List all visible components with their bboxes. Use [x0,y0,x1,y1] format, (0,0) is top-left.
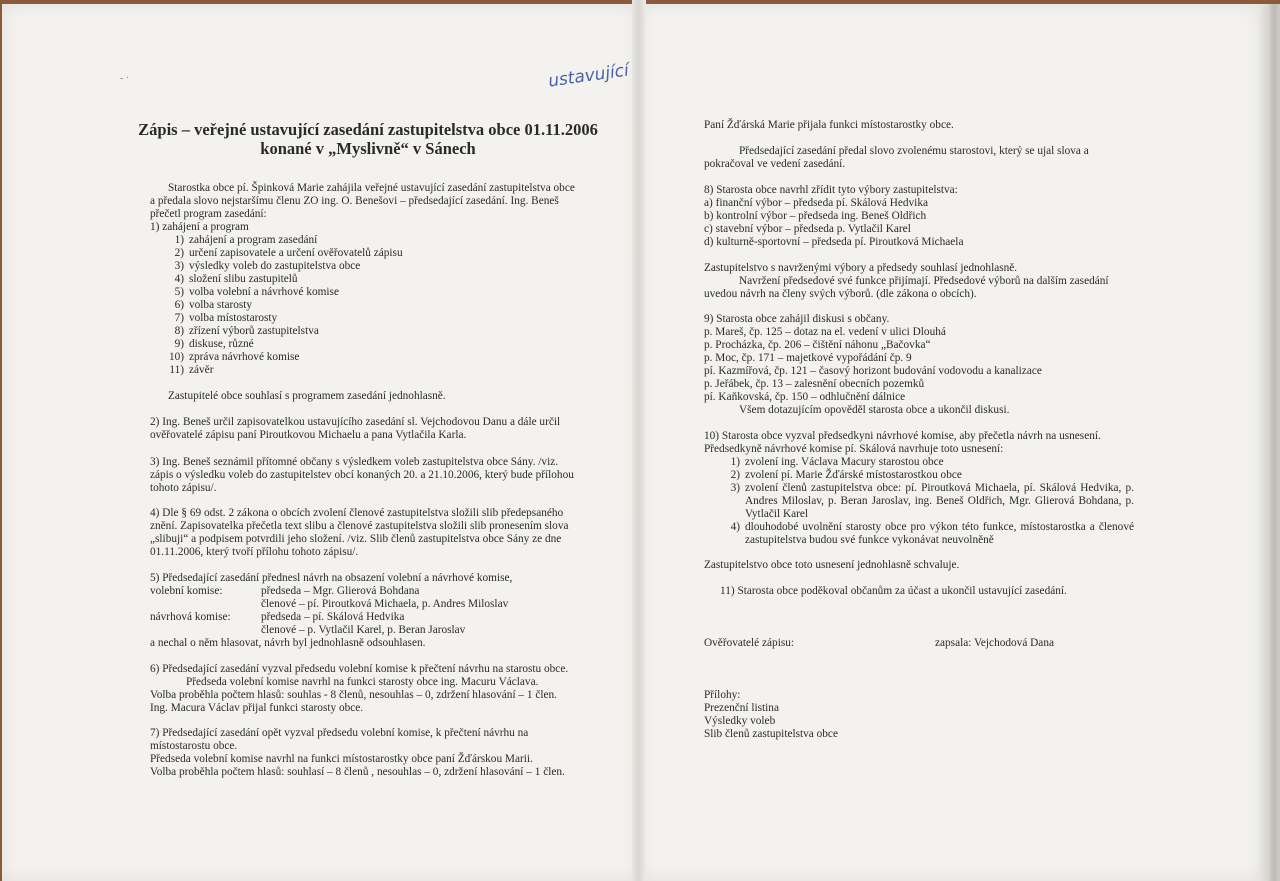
text-line: přečetl program zasedání: [150,208,267,220]
agenda-item: 3) výsledky voleb do zastupitelstva obce [174,260,361,272]
committee-item: b) kontrolní výbor – předseda ing. Beneš Oldřich [704,210,927,222]
text-line: a předala slovo nejstaršímu členu ZO ing. O. Benešovi – předsedající zasedání. Ing. Beneš [150,195,559,207]
agree-text: Zastupitelé obce souhlasí s programem zasedání jednohlasně. [168,390,446,402]
page-title [130,120,606,158]
page-edge [1260,4,1280,881]
agenda-list [168,234,403,377]
attachment-item: Slib členů zastupitelstva obce [704,728,838,740]
title-line-1: Zápis – veřejné ustavující zasedání zastupitelstva obce 01.11.2006 [138,120,598,139]
paragraph-6: 6) Předsedající zasedání vyzval předsedu volební komise k přečtení návrhu na starostu obce. Předseda volební komise navrhl na funkci starosty obce ing. Macuru Václava. Volba proběhla počtem hlasů: souhlas - 8 členů, nesouhlas – 0, zdržení hlasování – 1 člen. Ing. Macura Václav přijal funkci starosty obce. [150,663,569,714]
agenda-item: 10) zpráva návrhové komise [168,351,300,363]
discussion-item: p. Jeřábek, čp. 13 – zalesnění obecních pozemků [704,378,925,390]
agenda-item: 1) zahájení a program zasedání [174,234,318,246]
scan-mark: - · [120,73,130,84]
text-line: 1) zahájení a program [150,221,249,233]
agenda-item: 6) volba starosty [174,299,253,311]
approve-text: Zastupitelstvo obce toto usnesení jednohlasně schvaluje. [704,559,960,571]
attachments: Přílohy: Prezenční listina Výsledky voleb Slib členů zastupitelstva obce [704,689,838,740]
paragraph-7: 7) Předsedající zasedání opět vyzval předsedu volební komise, k přečtení návrhu na místostarostu obce. Předseda volební komise navrhl na funkci místostarostky obce paní Žďárskou Marii. Volba proběhla počtem hlasů: souhlasí – 8 členů , nesouhlas – 0, zdržení hlasování – 1 člen. [150,727,565,778]
intro-paragraph [150,182,575,234]
paragraph-10: 10) Starosta obce vyzval předsedkyni návrhové komise, aby přečetla návrh na usnesení. Předsedkyně návrhové komise pí. Skálová navrhuje toto usnesení: 1) zvolení ing. Václava Macury starostou obce 2) zvolení pí. Marie Žďárské místostarostkou obce 3) zvolení členů zastupitelstva obce: pí. Piroutková Michaela, pí. Skálová Hedvika, p. Andres Miloslav, p. Beran Jaroslav, ing. Beneš Oldřich, Mgr. Glierová Bohdana, p. Vytlačil Karel 4) dlouhodobé uvolnění starosty obce pro výkon této funkce, místostarostka a členové zastupitelstva budou své funkce vykonávat neuvolněně [704,430,1134,546]
committee-item: a) finanční výbor – předseda pí. Skálová Hedvika [704,197,928,209]
resolution-item: 3) zvolení členů zastupitelstva obce: pí. Piroutková Michaela, pí. Skálová Hedvika, p. Andres Miloslav, p. Beran Jaroslav, ing. Beneš Oldřich, Mgr. Glierová Bohdana, p. Vytlačil Karel [730,482,1134,520]
resolution-item: 4) dlouhodobé uvolnění starosty obce pro výkon této funkce, místostarostka a členové zastupitelstva budou své funkce vykonávat neuvolněně [730,521,1134,546]
book-gutter [632,0,646,881]
resolution-item: 1) zvolení ing. Václava Macury starostou obce [730,456,944,468]
paragraph-4: 4) Dle § 69 odst. 2 zákona o obcích zvolení členové zastupitelstva složili slib předepsaného znění. Zapisovatelka přečetla text slibu a členové zastupitelstva složili slib pronesením slova „slibuji“ a podpisem potvrdili jeho složení. /viz. Slib členů zastupitelstva obce Sány ze dne 01.11.2006, který tvoří přílohu tohoto zápisu/. [150,507,569,558]
paragraph-11: 11) Starosta obce poděkoval občanům za účast a ukončil ustavující zasedání. [720,585,1067,597]
resolution-item: 2) zvolení pí. Marie Žďárské místostarostkou obce [730,469,962,481]
agenda-item: 2) určení zapisovatele a určení ověřovatelů zápisu [174,247,403,259]
handover-paragraph: Předsedající zasedání předal slovo zvolenému starostovi, který se ujal slova a pokračoval ve vedení zasedání. [704,145,1089,170]
agenda-item: 9) diskuse, různé [174,338,254,350]
discussion-item: pí. Kaňkovská, čp. 150 – odhlučnění dálnice [704,391,906,403]
agenda-item: 5) volba volební a návrhové komise [174,286,339,298]
paragraph-5: 5) Předsedající zasedání přednesl návrh na obsazení volební a návrhové komise, volební komise: předseda – Mgr. Glierová Bohdana členové – pí. Piroutková Michaela, p. Andres Miloslav návrhová komise: předseda – pí. Skálová Hedvika členové – p. Vytlačil Karel, p. Beran Jaroslav a nechal o něm hlasovat, návrh byl jednohlasně odsouhlasen. [150,572,513,649]
attachment-item: Prezenční listina [704,702,779,714]
agenda-item: 4) složení slibu zastupitelů [174,273,298,285]
agenda-item: 7) volba místostarosty [174,312,278,324]
paragraph-3: 3) Ing. Beneš seznámil přítomné občany s výsledkem voleb zastupitelstva obce Sány. /viz. zápis o výsledku voleb do zastupitelstev obcí konaných 20. a 21.10.2006, který bude přílohou tohoto zápisu/. [150,456,574,494]
agenda-item: 8) zřízení výborů zastupitelstva [174,325,319,337]
paragraph-8: 8) Starosta obce navrhl zřídit tyto výbory zastupitelstva: a) finanční výbor – předseda pí. Skálová Hedvika b) kontrolní výbor – předseda ing. Beneš Oldřich c) stavební výbor – předseda p. Vytlačil Karel d) kulturně-sportovní – předseda pí. Piroutková Michaela [704,184,964,248]
handwritten-note: ustavující [547,60,631,92]
discussion-item: pí. Kazmířová, čp. 121 – časový horizont budování vodovodu a kanalizace [704,365,1042,377]
paragraph-2: 2) Ing. Beneš určil zapisovatelkou ustavujícího zasedání sl. Vejchodovou Danu a dále určil ověřovatelé zápisu paní Piroutkovou Michaelu a pana Vytlačila Karla. [150,416,561,441]
committee-item: d) kulturně-sportovní – předseda pí. Piroutková Michaela [704,236,964,248]
committee-item: c) stavební výbor – předseda p. Vytlačil Karel [704,223,911,235]
recorder-label: zapsala: Vejchodová Dana [935,637,1054,649]
title-line-2: konané v „Myslivně“ v Sánech [260,139,476,158]
discussion-item: p. Procházka, čp. 206 – čištění náhonu „Bačovka“ [704,339,931,351]
attachment-item: Výsledky voleb [704,715,776,727]
discussion-item: p. Mareš, čp. 125 – dotaz na el. vedení v ulici Dlouhá [704,326,946,338]
discussion-item: p. Moc, čp. 171 – majetkové vypořádání čp. 9 [704,352,912,364]
paragraph-8-agree: Zastupitelstvo s navrženými výbory a předsedy souhlasí jednohlasně. Navržení předsedové své funkce přijímají. Předsedové výborů na dalším zasedání uvedou návrh na členy svých výborů. (dle zákona o obcích). [704,262,1109,300]
verifiers-label: Ověřovatelé zápisu: [704,637,795,649]
paragraph-9: 9) Starosta obce zahájil diskusi s občany. p. Mareš, čp. 125 – dotaz na el. vedení v ulici Dlouhá p. Procházka, čp. 206 – čištění náhonu „Bačovka“ p. Moc, čp. 171 – majetkové vypořádání čp. 9 pí. Kazmířová, čp. 121 – časový horizont budování vodovodu a kanalizace p. Jeřábek, čp. 13 – zalesnění obecních pozemků pí. Kaňkovská, čp. 150 – odhlučnění dálnice Všem dotazujícím opověděl starosta obce a ukončil diskusi. [704,313,1042,416]
agenda-item: 11) závěr [169,364,214,376]
accept-text: Paní Žďárská Marie přijala funkci místostarostky obce. [704,119,954,131]
text-line: Starostka obce pí. Špinková Marie zahájila veřejné ustavující zasedání zastupitelstva obce [168,182,575,194]
